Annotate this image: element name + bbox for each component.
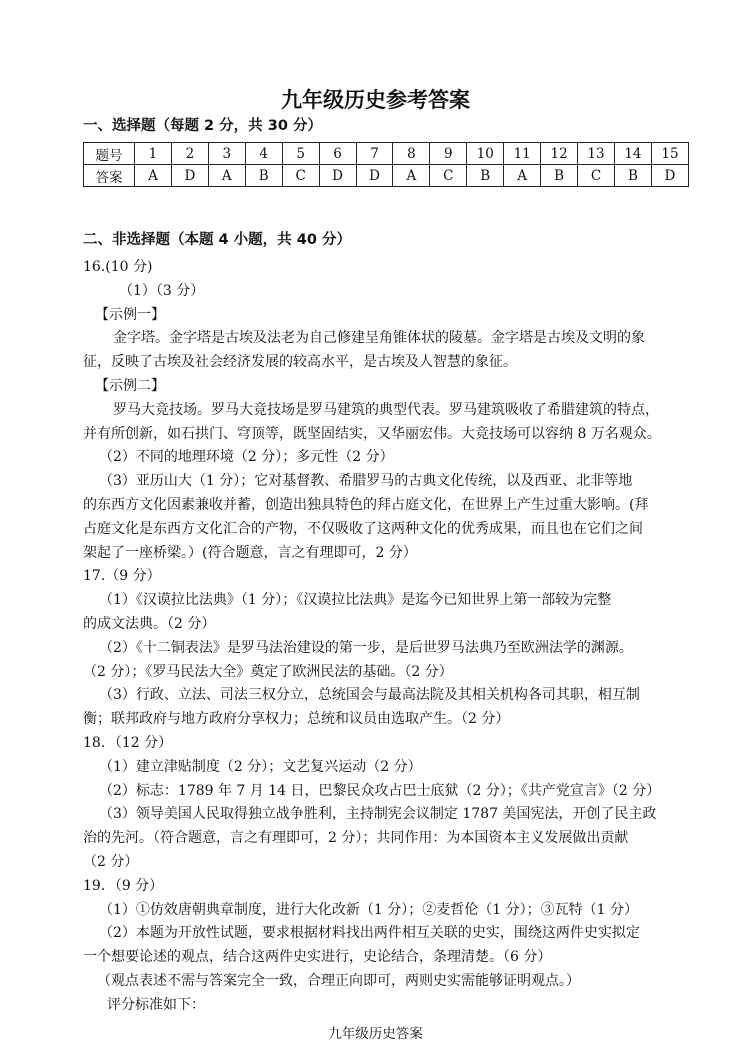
answer-cell: C	[578, 165, 615, 187]
question-number-cell: 15	[651, 143, 688, 165]
question-number-cell: 10	[467, 143, 504, 165]
answer-line: （观点表述不需与答案完全一致，合理正向即可，两则史实需能够证明观点。）	[97, 973, 580, 989]
answer-line: 18．（12 分）	[83, 735, 173, 751]
question-number-cell: 14	[614, 143, 651, 165]
question-number-cell: 7	[356, 143, 393, 165]
answer-line: （2 分）；《罗马民法大全》奠定了欧洲民法的基础。（2 分）	[83, 663, 453, 680]
answer-cell: A	[208, 165, 245, 187]
question-number-cell: 11	[504, 143, 541, 165]
answer-line: 占庭文化是东西方文化汇合的产物，不仅吸收了这两种文化的优秀成果，而且也在它们之间	[83, 520, 643, 537]
answer-row	[84, 165, 689, 187]
page-title: 九年级历史参考答案	[281, 88, 470, 112]
question-number-cell: 8	[393, 143, 430, 165]
answer-line: 一个想要论述的观点，结合这两件史实进行，史论结合，条理清楚。（6 分）	[83, 949, 552, 966]
section-1-heading: 一、选择题（每题 2 分，共 30 分）	[83, 118, 322, 134]
answer-cell: D	[319, 165, 356, 187]
answer-line: 17.（9 分）	[83, 568, 161, 585]
answer-cell: A	[135, 165, 172, 187]
answer-line: 架起了一座桥梁。）(符合题意，言之有理即可，2 分）	[83, 544, 417, 561]
answer-cell: B	[467, 165, 504, 187]
answer-cell: A	[504, 165, 541, 187]
answer-line: 治的先河。（符合题意，言之有理即可，2 分）；共同作用：为本国资本主义发展做出贡献	[83, 830, 629, 847]
page-footer: 九年级历史答案	[328, 1026, 423, 1042]
question-number-cell: 9	[430, 143, 467, 165]
answer-line: （1）建立津贴制度（2 分）；文艺复兴运动（2 分）	[99, 758, 422, 775]
answer-cell: C	[282, 165, 319, 187]
answer-line: 评分标准如下：	[107, 996, 205, 1013]
answer-line: 16.(10 分)	[83, 259, 153, 275]
answer-line: 19．（9 分）	[83, 877, 164, 894]
answer-line: 金字塔。金字塔是古埃及法老为自己修建呈角锥体状的陵墓。金字塔是古埃及文明的象	[113, 330, 645, 347]
section-2-heading: 二、非选择题（本题 4 小题，共 40 分）	[83, 232, 351, 248]
answer-line: （2）不同的地理环境（2 分）；多元性（2 分）	[99, 449, 394, 466]
answer-cell: B	[245, 165, 282, 187]
answer-line: （2 分）	[83, 854, 139, 870]
answer-line: 征，反映了古埃及社会经济发展的较高水平，是古埃及人智慧的象征。	[83, 354, 517, 371]
question-number-cell: 1	[135, 143, 172, 165]
answer-line: （1）（3 分）	[119, 282, 205, 299]
question-number-row	[84, 143, 689, 165]
answer-cell: A	[393, 165, 430, 187]
question-number-cell: 13	[578, 143, 615, 165]
answer-line: （2）标志：1789 年 7 月 14 日，巴黎民众攻占巴士底狱（2 分）；《共产党宣言》（2 分）	[99, 782, 661, 799]
answer-cell: D	[171, 165, 208, 187]
row-label-answer: 答案	[84, 165, 135, 187]
answer-line: 的成文法典。（2 分）	[83, 616, 216, 632]
answer-line: （1）①仿效唐朝典章制度，进行大化改新（1 分）；②麦哲伦（1 分）；③瓦特（1 分）	[99, 901, 638, 918]
question-number-cell: 4	[245, 143, 282, 165]
answer-line: 的东西方文化因素兼收并蓄，创造出独具特色的拜占庭文化，在世界上产生过重大影响。(拜	[83, 497, 649, 513]
answer-line: （1）《汉谟拉比法典》（1 分）；《汉谟拉比法典》是迄今已知世界上第一部较为完整	[99, 592, 612, 609]
answer-line: 并有所创新，如石拱门、穹顶等，既坚固结实，又华丽宏伟。大竞技场可以容纳 8 万名观众。	[83, 425, 661, 442]
question-number-cell: 2	[171, 143, 208, 165]
answer-line: （2）本题为开放性试题，要求根据材料找出两件相互关联的史实，围绕这两件史实拟定	[99, 925, 640, 942]
answer-line: 【示例一】	[95, 306, 165, 323]
answer-line: 罗马大竞技场。罗马大竞技场是罗马建筑的典型代表。罗马建筑吸收了希腊建筑的特点，	[113, 401, 659, 418]
answer-line: （2）《十二铜表法》是罗马法治建设的第一步，是后世罗马法典乃至欧洲法学的渊源。	[99, 639, 633, 656]
answer-line: 衡；联邦政府与地方政府分享权力；总统和议员由选取产生。（2 分）	[83, 711, 510, 728]
answer-cell: C	[430, 165, 467, 187]
answer-line: （3）行政、立法、司法三权分立，总统国会与最高法院及其相关机构各司其职，相互制	[99, 687, 640, 704]
answer-line: （3）亚历山大（1 分）；它对基督教、希腊罗马的古典文化传统，以及西亚、北非等地	[99, 473, 633, 490]
answer-cell: D	[651, 165, 688, 187]
row-label-number: 题号	[84, 143, 135, 165]
answer-line: （3）领导美国人民取得独立战争胜利，主持制宪会议制定 1787 美国宪法，开创了民主政	[99, 806, 657, 823]
answer-cell: B	[541, 165, 578, 187]
question-number-cell: 12	[541, 143, 578, 165]
question-number-cell: 3	[208, 143, 245, 165]
question-number-cell: 6	[319, 143, 356, 165]
answer-cell: D	[356, 165, 393, 187]
answer-cell: B	[614, 165, 651, 187]
question-number-cell: 5	[282, 143, 319, 165]
answer-table	[83, 142, 689, 187]
answer-line: 【示例二】	[95, 378, 165, 394]
